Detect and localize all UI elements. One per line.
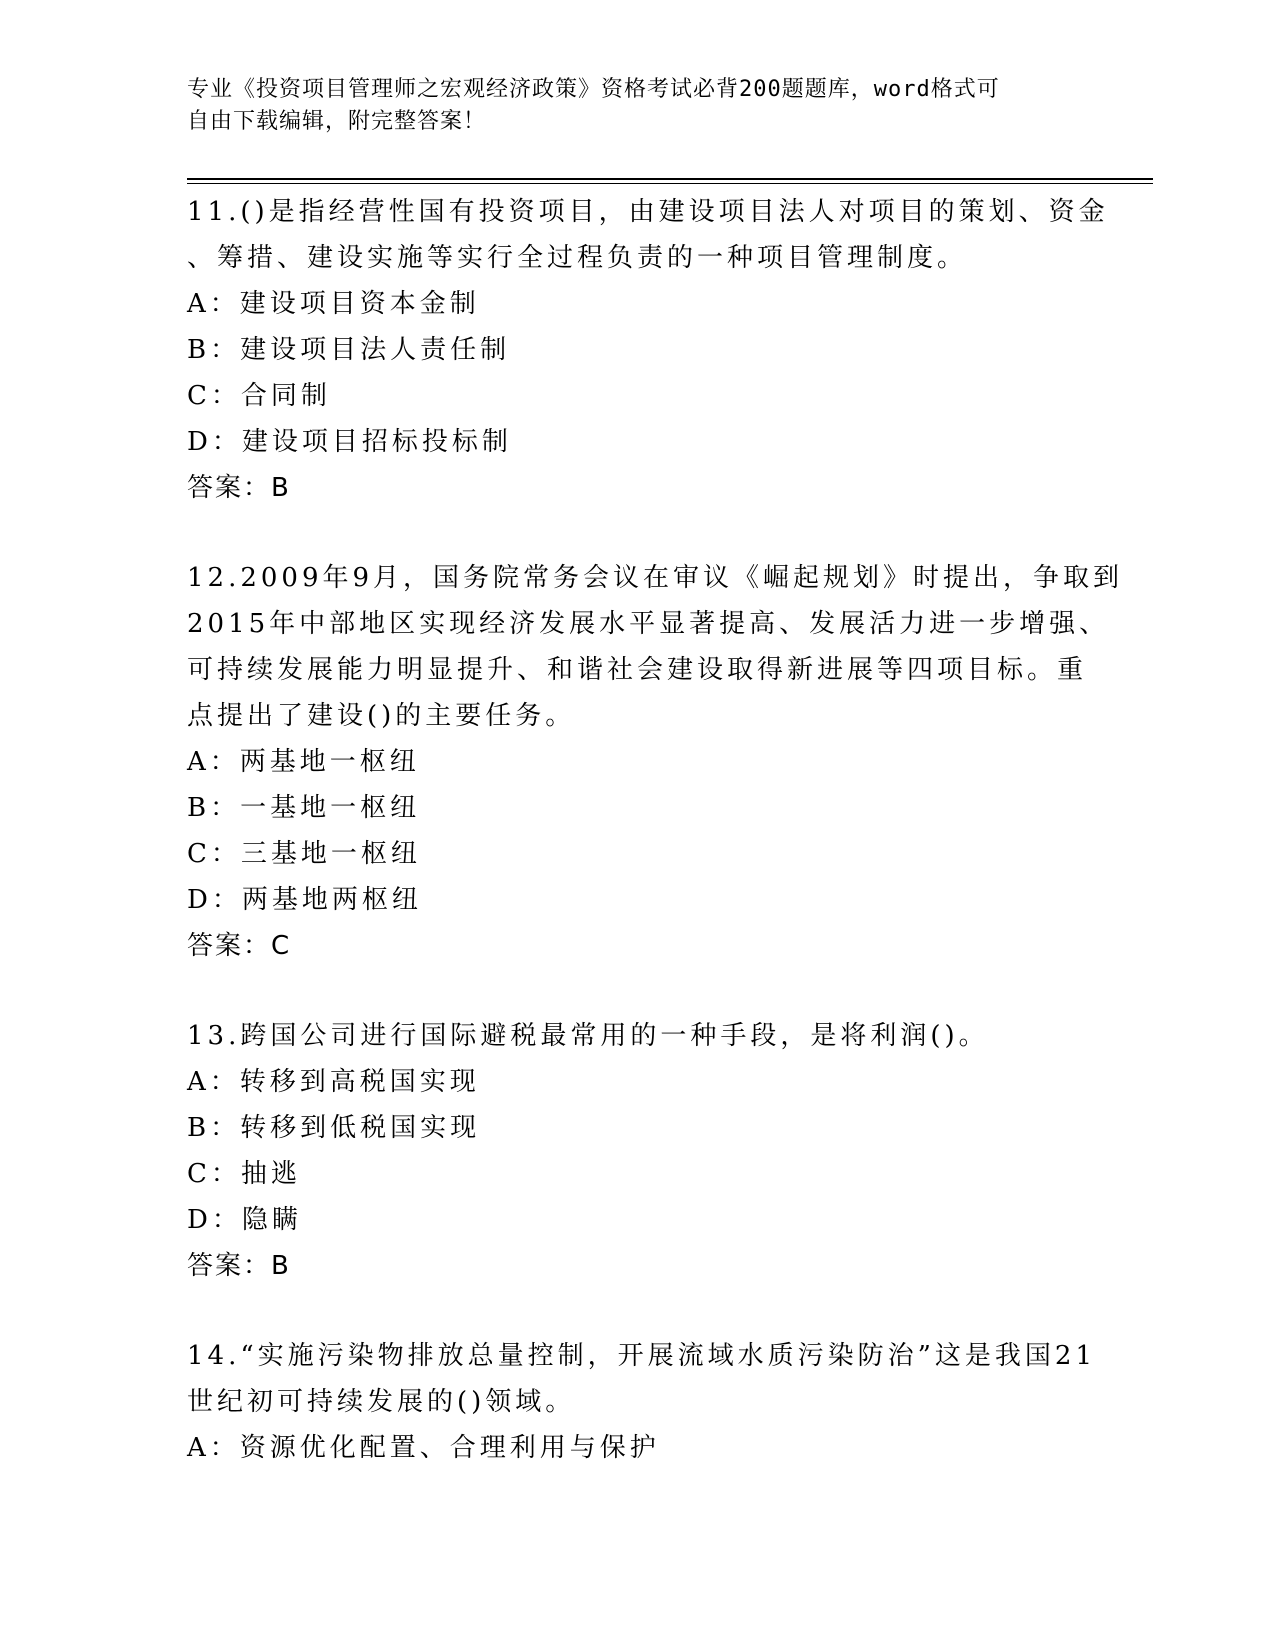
document-header — [187, 74, 1067, 138]
option-d: D：隐瞒 — [187, 1205, 302, 1235]
question-stem-line: 可持续发展能力明显提升、和谐社会建设取得新进展等四项目标。重 — [187, 655, 1088, 685]
option-b: B：转移到低税国实现 — [187, 1113, 481, 1143]
answer-label: 答案：B — [187, 473, 291, 503]
option-b: B：一基地一枢纽 — [187, 793, 421, 823]
option-d: D：建设项目招标投标制 — [187, 427, 512, 457]
option-c: C：三基地一枢纽 — [187, 839, 421, 869]
option-a: A：转移到高税国实现 — [187, 1067, 480, 1097]
question-stem-line: 2015年中部地区实现经济发展水平显著提高、发展活力进一步增强、 — [187, 609, 1110, 639]
question-stem-line: 、筹措、建设实施等实行全过程负责的一种项目管理制度。 — [187, 243, 968, 273]
option-d: D：两基地两枢纽 — [187, 885, 422, 915]
question-stem-line: 13.跨国公司进行国际避税最常用的一种手段，是将利润()。 — [187, 1021, 989, 1051]
header-line-2: 自由下载编辑，附完整答案！ — [187, 109, 487, 134]
question-stem-line: 14.“实施污染物排放总量控制，开展流域水质污染防治”这是我国21 — [187, 1341, 1097, 1371]
question-stem-line: 11.()是指经营性国有投资项目，由建设项目法人对项目的策划、资金 — [187, 197, 1109, 227]
question-stem-line: 12.2009年9月，国务院常务会议在审议《崛起规划》时提出，争取到 — [187, 563, 1124, 593]
question-stem-line: 世纪初可持续发展的()领域。 — [187, 1387, 576, 1417]
option-b: B：建设项目法人责任制 — [187, 335, 511, 365]
header-divider-thick — [187, 178, 1153, 180]
question-12 — [187, 555, 1124, 969]
option-c: C：抽逃 — [187, 1159, 301, 1189]
option-a: A：建设项目资本金制 — [187, 289, 480, 319]
option-c: C：合同制 — [187, 381, 331, 411]
question-11 — [187, 189, 1109, 511]
option-a: A：资源优化配置、合理利用与保护 — [187, 1433, 660, 1463]
option-a: A：两基地一枢纽 — [187, 747, 420, 777]
question-14 — [187, 1333, 1097, 1471]
question-stem-line: 点提出了建设()的主要任务。 — [187, 701, 576, 731]
answer-label: 答案：B — [187, 1251, 291, 1281]
header-line-1: 专业《投资项目管理师之宏观经济政策》资格考试必背200题题库，word格式可 — [187, 77, 1000, 102]
question-13 — [187, 1013, 1087, 1289]
answer-label: 答案：C — [187, 931, 292, 961]
header-divider-thin — [187, 183, 1153, 184]
question-list — [187, 189, 1124, 1515]
